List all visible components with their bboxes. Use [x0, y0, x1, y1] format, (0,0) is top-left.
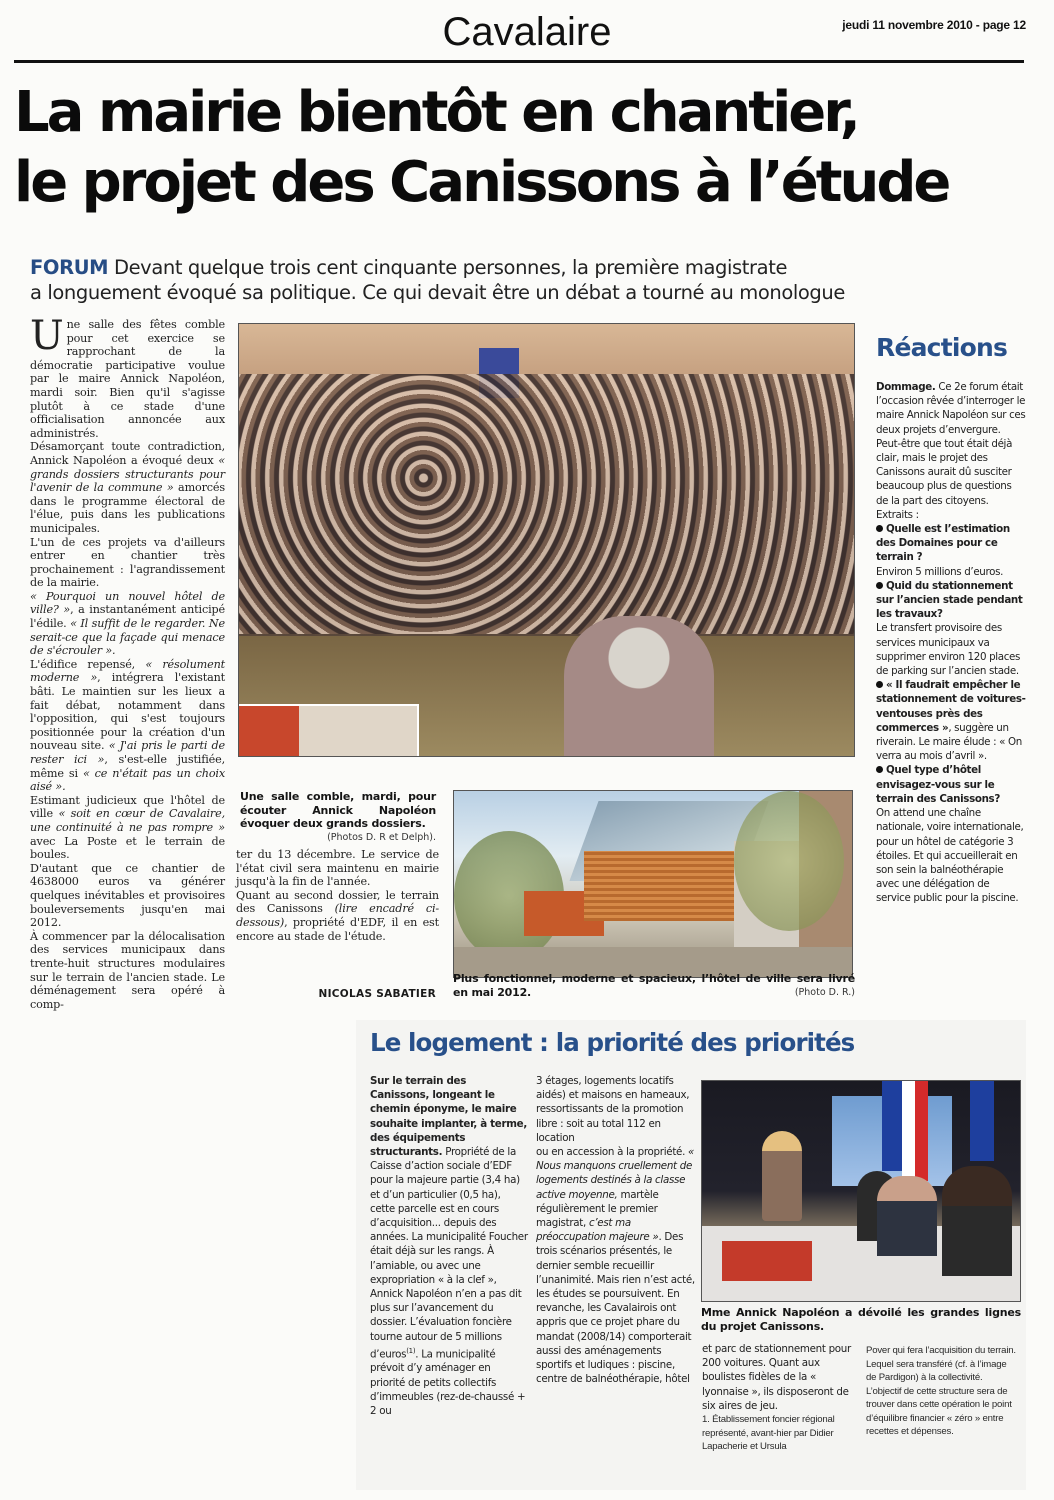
article-p5-quote3: « ce n'était pas un choix aisé ». — [30, 766, 225, 794]
logement-column-2 — [536, 1074, 696, 1386]
article-p5-quote2: « J'ai pris le parti de rester ici » — [30, 739, 226, 766]
photo-facade — [584, 851, 734, 921]
article-p10-italic: (lire encadré ci-dessous) — [236, 902, 439, 929]
reactions-lead-bold: Dommage. — [876, 381, 936, 393]
logement-lead-bold: Sur le terrain des Canissons, longeant le chemin éponyme, le maire souhaite implanter, à terme, des équipements structurants. — [370, 1075, 527, 1159]
logement-text4-quote2: c’est ma préoccupation majeure » — [536, 1217, 659, 1244]
building-photo — [453, 790, 853, 978]
headline — [14, 78, 1044, 218]
article-p7: D'autant que ce chantier de 4638000 euros va générer quelques inévitables et provisoires bouleversements jusqu'en mai 2012. — [30, 861, 225, 930]
forum-photo-caption: Mme Annick Napoléon a dévoilé les grandes lignes du projet Canissons. — [701, 1306, 1021, 1333]
dropcap: U — [30, 313, 64, 359]
photo-flag-region — [970, 1081, 994, 1161]
deck-line-1: Devant quelque trois cent cinquante personnes, la première magistrate — [113, 256, 788, 279]
bullet-icon — [876, 582, 883, 589]
logement-text2: . La municipalité prévoit d’y aménager en priorité de petits collectifs d’immeubles (rez-de-chaussé + 2 ou — [370, 1348, 526, 1418]
article-p5-b: , intégrera l'existant bâti. Le maintien sur les lieux a fait débat, notamment dans l'opposition, qui s'est toujours positionnée pour la création d'un nouveau site. — [30, 671, 225, 753]
article-p10-a: Quant au second dossier, le terrain des Canissons — [236, 888, 439, 916]
bullet-icon — [876, 766, 883, 773]
article-p6-a: Estimant judicieux que l'hôtel de ville — [30, 793, 225, 821]
article-p3: L'un de ces projets va d'ailleurs entrer en chantier très prochainement : l'agrandissement de la mairie. — [30, 535, 225, 590]
article-p2-quote: « grands dossiers structurants pour l'avenir de la commune » — [30, 453, 225, 495]
logement-footnote-2: Pover qui fera l’acquisition du terrain. Lequel sera transféré (cf. à l’image de Pardigon) à la collectivité. L’objectif de cette structure sera de trouver dans cette opération le point d’équilibre financier « zéro » entre recettes et dépenses. — [866, 1345, 1016, 1437]
photo-speaker — [762, 1131, 802, 1221]
crowd-photo — [238, 323, 855, 757]
article-p2-b: amorcés dans le programme électoral de l'élue, puis dans les publications municipales. — [30, 481, 225, 535]
logement-text1: Propriété de la Caisse d’action sociale d’EDF pour la majeure partie (3,4 ha) et d’un particulier (0,5 ha), cette parcelle est en cours d’acquisition... depuis des années. La municipalité Foucher était déjà sur les rangs. À l’amiable, ou avec une expropriation « à la clef », Annick Napoléon n’en a pas dit plus sur l’avancement du dossier. L’évaluation foncière tourne autour de 5 millions d’euros — [370, 1146, 528, 1361]
logement-text4-c: . Des trois scénarios présentés, le dernier semble recueillir l’unanimité. Mais rien n’est acté, les études se poursuivent. En revanche, les Cavalairois ont appris que ce projet phare du mandat (2008/14) comporterait aussi des aménagements sportifs et ludiques : piscine, centre de balnéothérapie, hôtel — [536, 1231, 695, 1386]
headline-line-1: La mairie bientôt en chantier, — [14, 80, 858, 145]
building-photo-caption: Plus fonctionnel, moderne et spacieux, l’hôtel de ville sera livré en mai 2012. — [453, 972, 855, 999]
reactions-lead-text: Ce 2e forum était l’occasion rêvée d’interroger le maire Annick Napoléon sur ces deux projets d’envergure. Peut-être que tout était déjà clair, mais le projet des Canissons aurait dû susciter beaucoup plus de questions de la part des citoyens. Extraits : — [876, 381, 1026, 521]
article-p6-b: avec La Poste et le terrain de boules. — [30, 834, 225, 862]
logement-column-1 — [370, 1074, 528, 1418]
reactions-title: Réactions — [876, 333, 1008, 362]
photo-tablecloth — [722, 1241, 812, 1281]
article-p5-quote1: « résolument moderne » — [30, 657, 225, 685]
article-p5-a: L'édifice repensé, — [30, 657, 146, 671]
reactions-q1: Quelle est l’estimation des Domaines pour ce terrain ? — [876, 523, 1010, 564]
photo-speaker — [564, 616, 714, 756]
reactions-q3: « Il faudrait empêcher le stationnement de voitures-ventouses près des commerces » — [876, 679, 1026, 734]
header-rule — [14, 60, 1024, 63]
photo-tree-right — [734, 791, 844, 931]
bullet-icon — [876, 525, 883, 532]
photo-inset — [239, 704, 419, 756]
reactions-q2: Quid du stationnement sur l’ancien stade pendant les travaux? — [876, 579, 1023, 621]
logement-text3: 3 étages, logements locatifs aidés) et maisons en hameaux, ressortissants de la promotion libre : soit au total 112 en location — [536, 1075, 690, 1144]
logement-footnote-mark: (1) — [406, 1346, 416, 1355]
crowd-photo-caption: Une salle comble, mardi, pour écouter Annick Napoléon évoquer deux grands dossiers. — [240, 790, 436, 830]
logement-text4-b: martèle régulièrement le premier magistrat, — [536, 1188, 659, 1230]
reactions-a1: Environ 5 millions d’euros. — [876, 565, 1004, 578]
article-column-left — [30, 313, 226, 1011]
logement-text4-quote: « Nous manquons cruellement de logements destinés à la classe active moyenne, — [536, 1146, 695, 1201]
article-column-middle — [236, 848, 439, 943]
article-p1: ne salle des fêtes comble pour cet exercice se rapprochant de la démocratie participative voulue par le maire Annick Napoléon, mardi soir. Bien qu'il s'agisse plutôt à ce stade d'une officialisation annoncée aux administrés. — [30, 318, 225, 440]
logement-column-3: et parc de stationnement pour 200 voitures. Quant aux boulistes fidèles de la « lyonnaise », ils disposeront de six aires de jeu. — [702, 1343, 851, 1412]
photo-audience — [239, 374, 854, 634]
reactions-a2: Le transfert provisoire des services municipaux va supprimer environ 120 places de parking sur l’ancien stade. — [876, 622, 1021, 678]
crowd-photo-credit: (Photos D. R et Delph). — [327, 832, 436, 843]
logement-text4-a: ou en accession à la propriété. — [536, 1146, 689, 1159]
logement-footnote-1: 1. Établissement foncier régional représenté, avant-hier par Didier Lapacherie et Ursula — [702, 1414, 835, 1452]
article-p2-a: Désamorçant toute contradiction, Annick Napoléon a évoqué deux — [30, 440, 225, 467]
reactions-q4: Quel type d’hôtel envisagez-vous sur le terrain des Canissons? — [876, 764, 1000, 805]
byline: NICOLAS SABATIER — [318, 988, 436, 1000]
article-p8: À commencer par la délocalisation des services municipaux dans trente-huit structures modulaires sur le terrain de l'ancien stade. Le déménagement sera opéré à comp- — [30, 929, 225, 1011]
logement-title: Le logement : la priorité des priorités — [370, 1028, 855, 1057]
article-p4-a: , a instantanément anticipé l'édile. — [30, 603, 225, 631]
reactions-a3: , suggère un riverain. Le maire élude : « On verra au mois d’avril ». — [876, 721, 1022, 763]
building-photo-credit: (Photo D. R.) — [794, 987, 855, 998]
deck-kicker: FORUM — [30, 256, 109, 279]
article-p6-quote: « soit en cœur de Cavalaire, une continuité à ne pas rompre » — [30, 807, 225, 834]
article-p9: ter du 13 décembre. Le service de l'état civil sera maintenu en mairie jusqu'à la fin de l'année. — [236, 848, 439, 889]
deck — [30, 255, 1040, 305]
photo-flag-france — [902, 1081, 928, 1181]
article-p4-quote2: « Il suffit de le regarder. Ne serait-ce que la façade qui menace de s'écrouler ». — [30, 617, 225, 658]
photo-person-2 — [877, 1176, 937, 1256]
deck-line-2: a longuement évoqué sa politique. Ce qui devait être un débat a tourné au monologue — [30, 281, 845, 304]
article-p4-quote1: « Pourquoi un nouvel hôtel de ville? » — [30, 589, 225, 617]
reactions-a4: On attend une chaîne nationale, voire internationale, pour un hôtel de catégorie 3 étoiles. Et qui accueillerait en son sein la balnéothérapie avec une délégation de service public pour la piscine. — [876, 807, 1024, 905]
article-p5-c: , s'est-elle justifiée, même si — [30, 753, 225, 780]
photo-person-3 — [942, 1166, 1012, 1276]
bullet-icon — [876, 681, 883, 688]
reactions-text — [876, 380, 1026, 906]
forum-photo — [701, 1080, 1021, 1302]
headline-line-2: le projet des Canissons à l’étude — [14, 150, 949, 215]
dateline: jeudi 11 novembre 2010 - page 12 — [842, 18, 1026, 32]
article-p10-b: , propriété d'EDF, il en est encore au stade de l'étude. — [236, 915, 439, 943]
section-name: Cavalaire — [442, 10, 612, 54]
photo-wall — [239, 324, 854, 374]
